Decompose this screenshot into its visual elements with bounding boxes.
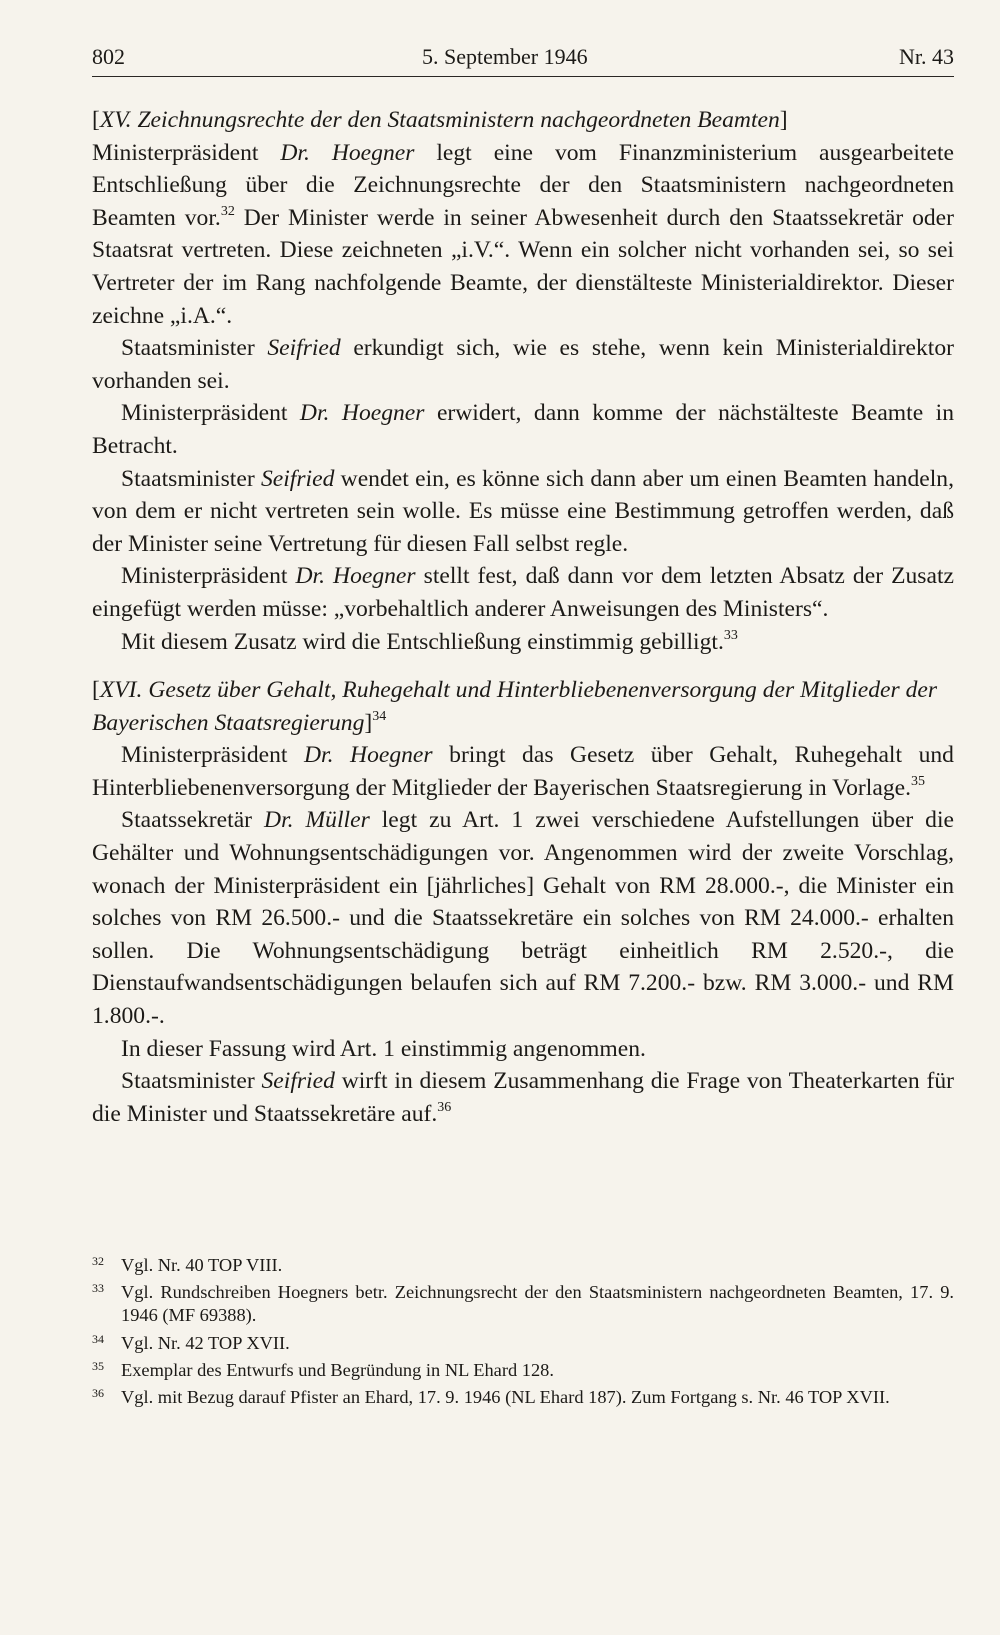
running-header — [92, 40, 954, 77]
speaker-name: Dr. Hoegner — [303, 742, 433, 769]
footnote-number: 32 — [92, 1254, 104, 1268]
paragraph: Staatsminister Seifried wendet ein, es könne sich dann aber um einen Beamten handeln, von dem er nicht vertreten sein wolle. Es müsse eine Bestimmung getroffen werden, daß der Minister seine Vertretung für diesen Fall selbst regle. — [92, 465, 954, 557]
speaker-name: Seifried — [260, 465, 335, 492]
speaker-name: Dr. Müller — [264, 807, 370, 834]
footnote-number: 34 — [92, 1331, 104, 1346]
footnote-number: 36 — [92, 1386, 104, 1401]
speaker-name: Dr. Hoegner — [280, 139, 415, 166]
paragraph: Staatssekretär Dr. Müller legt zu Art. 1 zwei verschiedene Aufstellungen über die Gehälter und Wohnungsentschädigungen vor. Angenommen wird der zweite Vorschlag, wonach der Ministerpräsident ein [jährliches] Gehalt von RM 28.000.-, die Minister ein solches von RM 26.500.- und die Staatssekretäre ein solches von RM 24.000.- erhalten sollen. Die Wohnungsentschädigung beträgt einheitlich RM 2.520.-, die Dienstaufwandsentschädigungen belaufen sich auf RM 7.200.- bzw. RM 3.000.- und RM 1.800.-. — [92, 807, 955, 1030]
page-number: 802 — [92, 44, 125, 69]
footnote — [92, 1281, 954, 1327]
footnote-ref: 35 — [910, 773, 925, 789]
footnote-text: Vgl. Rundschreiben Hoegners betr. Zeichnungsrecht der den Staatsministern nachgeordneten Beamten, 17. 9. 1946 (MF 69388). — [121, 1282, 954, 1326]
footnote — [92, 1254, 954, 1277]
header-date: 5. September 1946 — [422, 44, 588, 69]
footnote-number: 35 — [92, 1358, 104, 1373]
footnote-text: Vgl. mit Bezug darauf Pfister an Ehard, 17. 9. 1946 (NL Ehard 187). Zum Fortgang s. Nr. 46 TOP XVII. — [121, 1387, 890, 1408]
main-text — [92, 104, 954, 1130]
footnote-text: Vgl. Nr. 42 TOP XVII. — [121, 1332, 290, 1353]
paragraph: Ministerpräsident Dr. Hoegner stellt fest, daß dann vor dem letzten Absatz der Zusatz eingefügt werden müsse: „vorbehaltlich anderer Anweisungen des Ministers“. — [92, 563, 954, 622]
speaker-name: Dr. Hoegner — [299, 400, 425, 427]
paragraph: Ministerpräsident Dr. Hoegner legt eine vom Finanzministerium ausgearbeitete Entschließung über die Zeichnungsrechte der den Staatsministern nachgeordneten Beamten vor.$^{32}$ Der Minister werde in seiner Abwesenheit durch den Staatssekretär oder Staatsrat vertreten. Diese zeichneten „i.V.“. Wenn ein solcher nicht vorhanden sei, so sei Vertreter der im Rang nachfolgende Beamte, der dienstälteste Ministerialdirektor. Dieser zeichne „i.A.“. — [92, 139, 954, 329]
paragraph: Staatsminister Seifried wirft in diesem Zusammenhang die Frage von Theaterkarten für die Minister und Staatssekretäre auf.$^{36}$ — [92, 1068, 954, 1127]
footnote — [92, 1332, 954, 1355]
footnote-number: 33 — [92, 1281, 104, 1296]
section-title-xvi: XVI. Gesetz über Gehalt, Ruhegehalt und Hinterbliebenenversorgung der Mitglieder der Bayerischen Staatsregierung — [92, 677, 938, 736]
paragraph: Ministerpräsident Dr. Hoegner bringt das Gesetz über Gehalt, Ruhegehalt und Hinterbliebenenversorgung der Mitglieder der Bayerischen Staatsregierung in Vorlage.$^{35}$ — [92, 742, 954, 801]
footnote — [92, 1359, 954, 1382]
document-number: Nr. 43 — [899, 44, 954, 69]
footnote-ref: 33 — [723, 627, 738, 643]
speaker-name: Seifried — [267, 335, 341, 362]
speaker-name: Dr. Hoegner — [295, 563, 416, 590]
paragraph: Mit diesem Zusatz wird die Entschließung einstimmig gebilligt.$^{33}$ — [121, 627, 738, 655]
footnote-text: Exemplar des Entwurfs und Begründung in NL Ehard 128. — [121, 1359, 554, 1380]
speaker-name: Seifried — [261, 1068, 335, 1095]
footnote — [92, 1386, 954, 1409]
footnote-ref: 36 — [437, 1099, 452, 1115]
footnote-ref: 32 — [220, 203, 235, 219]
paragraph: In dieser Fassung wird Art. 1 einstimmig angenommen. — [121, 1035, 646, 1062]
footnotes — [92, 1254, 954, 1413]
section-title-xv: XV. Zeichnungsrechte der den Staatsministern nachgeordneten Beamten — [99, 107, 780, 133]
section-heading-xv: [XV. Zeichnungsrechte der den Staatsministern nachgeordneten Beamten] — [92, 107, 788, 133]
section-heading-xvi: [XVI. Gesetz über Gehalt, Ruhegehalt und Hinterbliebenenversorgung der Mitglieder der Bayerischen Staatsregierung]$^{34}$ — [92, 677, 938, 736]
footnote-ref: 34 — [372, 708, 387, 724]
paragraph: Staatsminister Seifried erkundigt sich, wie es stehe, wenn kein Ministerialdirektor vorhanden sei. — [92, 335, 954, 394]
paragraph: Ministerpräsident Dr. Hoegner erwidert, dann komme der nächstälteste Beamte in Betracht. — [92, 400, 955, 459]
footnote-text: Vgl. Nr. 40 TOP VIII. — [121, 1255, 283, 1275]
